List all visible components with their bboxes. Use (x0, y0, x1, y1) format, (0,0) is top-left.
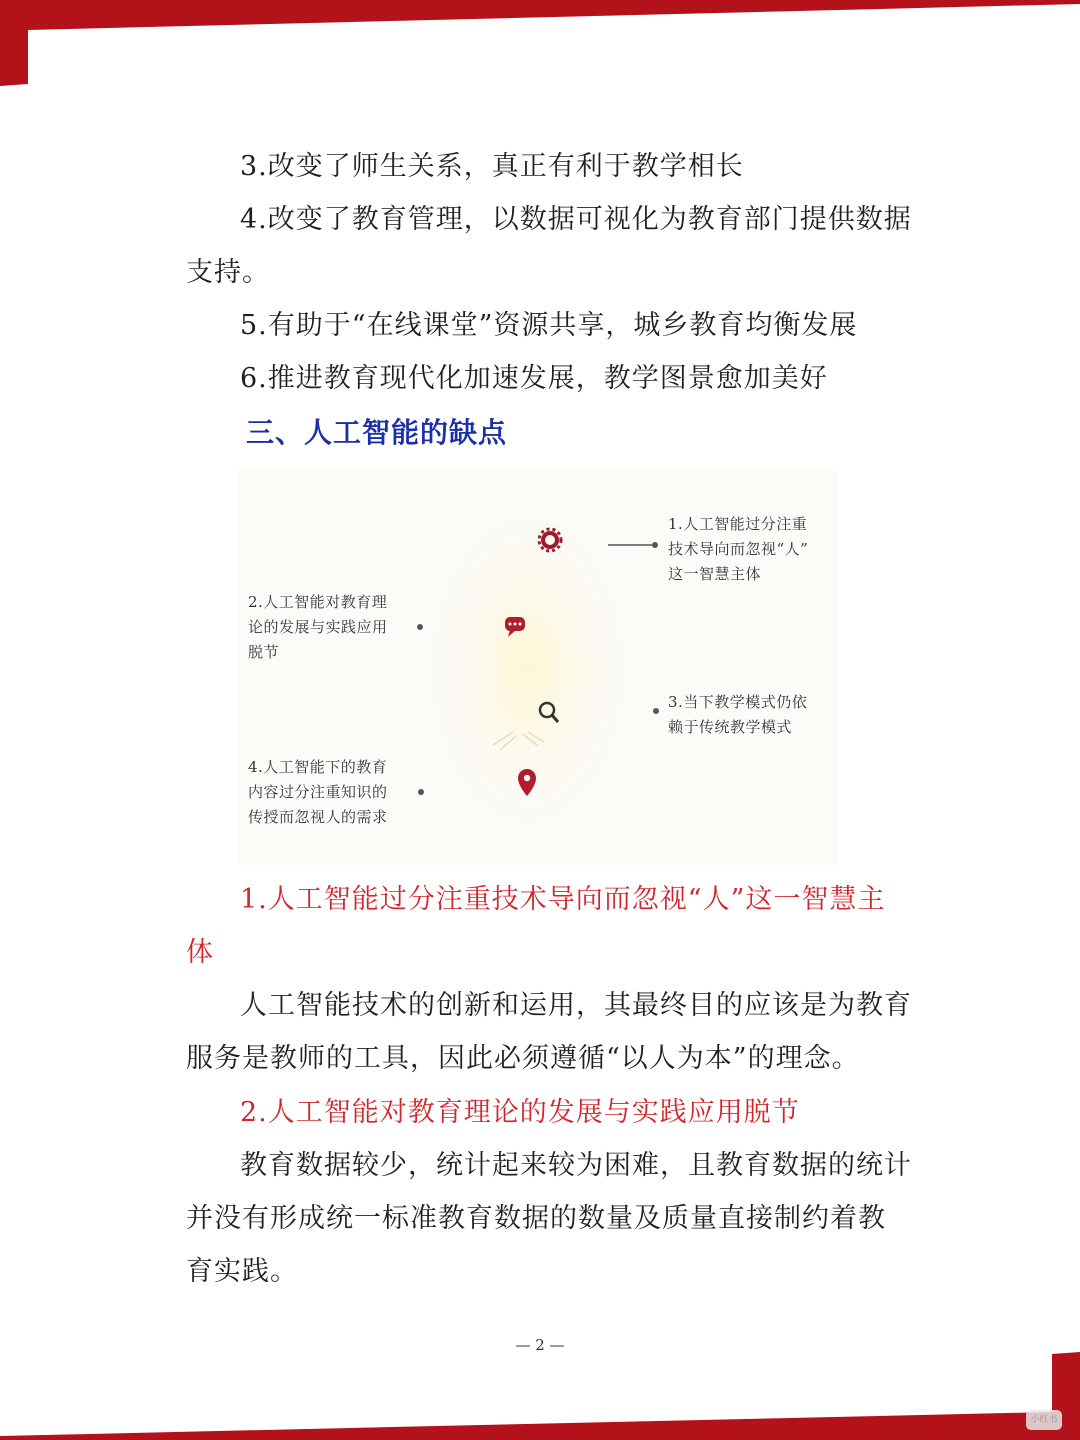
diagram-item-1 (668, 512, 838, 587)
paragraph-item-6: 6.推进教育现代化加速发展，教学图景愈加美好 (240, 363, 828, 394)
paragraph-item-3: 3.改变了师生关系，真正有利于教学相长 (240, 151, 744, 182)
point-2-title: 2.人工智能对教育理论的发展与实践应用脱节 (240, 1097, 800, 1128)
diagram-item-1-line: 1.人工智能过分注重 (668, 515, 808, 533)
paragraph-item-5: 5.有助于“在线课堂”资源共享，城乡教育均衡发展 (240, 310, 858, 341)
point-1-body-continued: 服务是教师的工具，因此必须遵循“以人为本”的理念。 (186, 1043, 860, 1074)
diagram-item-4-line: 4.人工智能下的教育 (248, 758, 388, 776)
diagram-item-3-line: 3.当下教学模式仍依 (668, 693, 808, 711)
diagram-item-2-line: 2.人工智能对教育理 (248, 593, 388, 611)
point-1-title: 1.人工智能过分注重技术导向而忽视“人”这一智慧主 (240, 884, 886, 915)
watermark-badge: 小红书 (1026, 1410, 1062, 1430)
background-glow (408, 480, 648, 860)
point-2-body: 教育数据较少，统计起来较为困难，且教育数据的统计 (240, 1150, 912, 1181)
page-number: — 2 — (515, 1336, 565, 1354)
diagram-item-3 (668, 690, 838, 740)
section-heading: 三、人工智能的缺点 (246, 416, 508, 449)
connector-dot-1 (652, 542, 658, 548)
disadvantages-diagram (238, 470, 838, 865)
connector-dot-3 (653, 708, 659, 714)
connector-dot-4 (418, 789, 424, 795)
diagram-item-4-line: 传授而忽视人的需求 (248, 808, 388, 826)
diagram-item-2 (248, 590, 418, 665)
point-2-body-end: 育实践。 (186, 1256, 298, 1287)
diagram-item-4 (248, 755, 418, 830)
point-1-title-continued: 体 (186, 937, 214, 968)
diagram-item-1-line: 这一智慧主体 (668, 565, 762, 583)
point-1-body: 人工智能技术的创新和运用，其最终目的应该是为教育 (240, 990, 912, 1021)
diagram-item-2-line: 脱节 (248, 643, 280, 661)
paragraph-item-4: 4.改变了教育管理，以数据可视化为教育部门提供数据 (240, 204, 912, 235)
paragraph-item-4-continued: 支持。 (186, 257, 270, 288)
point-2-body-continued: 并没有形成统一标准教育数据的数量及质量直接制约着教 (186, 1203, 886, 1234)
diagram-item-1-line: 技术导向而忽视“人” (668, 540, 809, 558)
diagram-item-2-line: 论的发展与实践应用 (248, 618, 388, 636)
diagram-item-3-line: 赖于传统教学模式 (668, 718, 793, 736)
diagram-item-4-line: 内容过分注重知识的 (248, 783, 388, 801)
